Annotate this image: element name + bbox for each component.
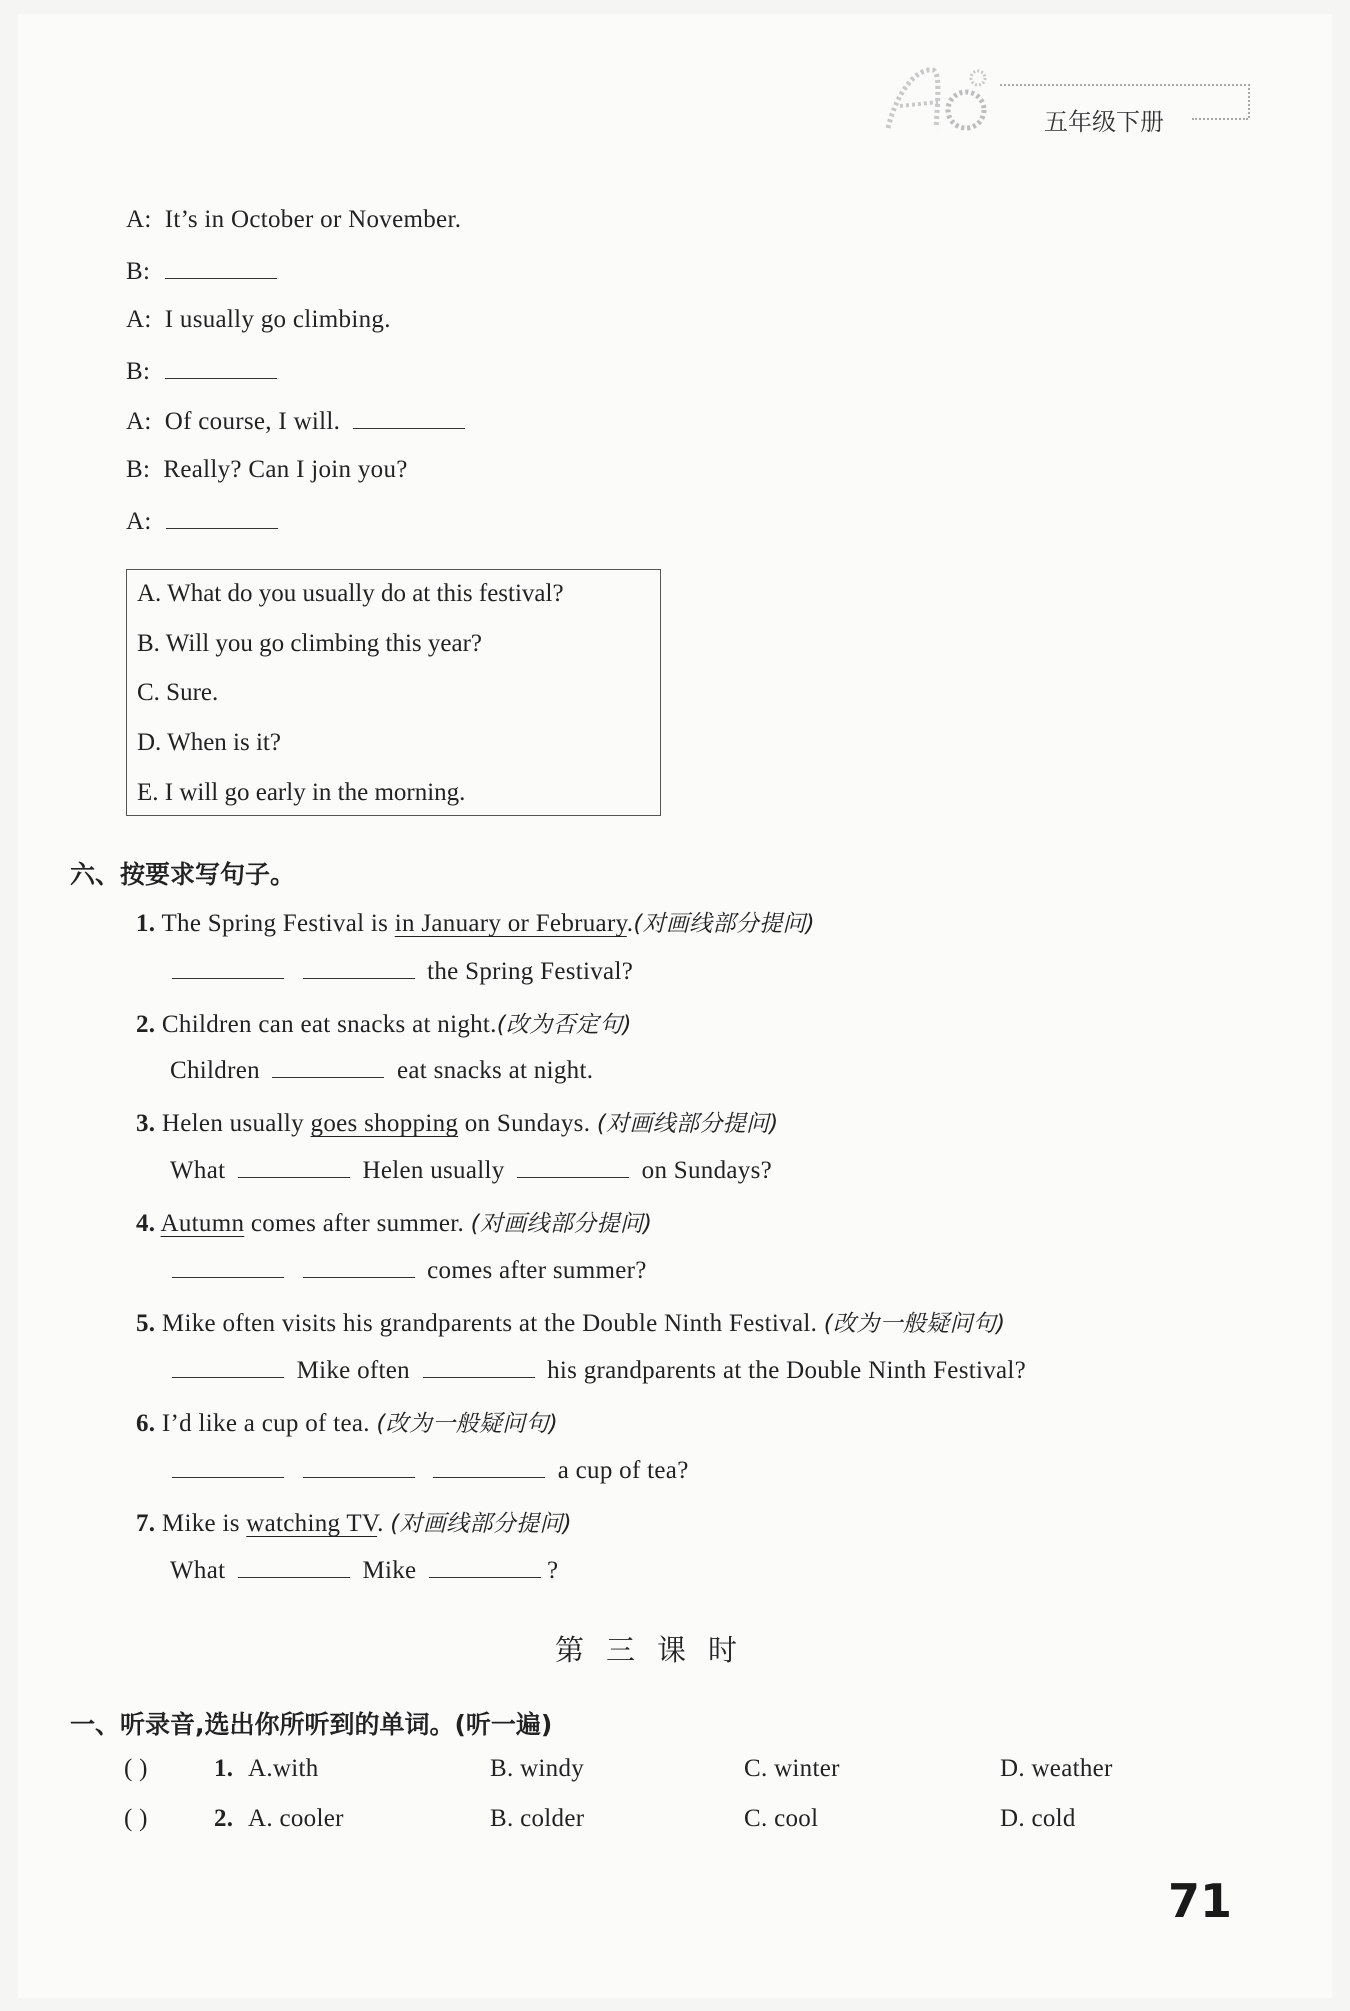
answer-blank[interactable] <box>172 956 284 979</box>
question-6: 6. I’d like a cup of tea. (改为一般疑问句) <box>136 1410 559 1437</box>
session-title: 第三课时 <box>555 1633 760 1667</box>
answer-blank[interactable] <box>272 1055 384 1078</box>
answer-blank[interactable] <box>172 1455 284 1478</box>
option-c: C. Sure. <box>137 679 219 706</box>
answer-blank[interactable] <box>303 956 415 979</box>
choice-c: C. winter <box>744 1755 840 1782</box>
question-2: 2. Children can eat snacks at night.(改为否定句) <box>136 1011 632 1038</box>
answer-blank[interactable] <box>165 256 277 279</box>
choice-d: D. cold <box>1000 1805 1076 1832</box>
answer-5: Mike often his grandparents at the Double Ninth Festival? <box>164 1355 1026 1385</box>
header-dotted-line <box>1000 84 1250 86</box>
choice-a: A. cooler <box>248 1805 344 1832</box>
answer-blank[interactable] <box>353 406 465 429</box>
dialogue-line-2: B: <box>126 256 283 286</box>
answer-blank[interactable] <box>303 1255 415 1278</box>
answer-blank[interactable] <box>423 1355 535 1378</box>
choice-b: B. colder <box>490 1805 585 1832</box>
answer-blank[interactable] <box>166 506 278 529</box>
section-6-title: 六、按要求写句子。 <box>70 860 296 889</box>
question-5: 5. Mike often visits his grandparents at the Double Ninth Festival. (改为一般疑问句) <box>136 1310 1006 1337</box>
question-4: 4. Autumn comes after summer. (对画线部分提问) <box>136 1210 653 1237</box>
answer-blank[interactable] <box>238 1555 350 1578</box>
header-dotted-line-right <box>1248 84 1250 118</box>
answer-3: What Helen usually on Sundays? <box>170 1157 773 1184</box>
option-d: D. When is it? <box>137 729 281 756</box>
series-logo <box>878 58 998 138</box>
logo-graphic <box>878 58 998 138</box>
choice-b: B. windy <box>490 1755 585 1782</box>
answer-blank[interactable] <box>429 1555 541 1578</box>
answer-blank[interactable] <box>303 1455 415 1478</box>
option-b: B. Will you go climbing this year? <box>137 630 483 657</box>
answer-4: comes after summer? <box>164 1255 647 1285</box>
grade-label: 五年级下册 <box>1044 108 1164 136</box>
answer-paren[interactable]: ( ) <box>124 1755 148 1782</box>
page-number: 71 <box>1168 1874 1233 1928</box>
answer-blank[interactable] <box>517 1155 629 1178</box>
option-a: A. What do you usually do at this festival? <box>137 580 564 607</box>
question-7: 7. Mike is watching TV. (对画线部分提问) <box>136 1510 572 1537</box>
answer-blank[interactable] <box>172 1355 284 1378</box>
answer-blank[interactable] <box>238 1155 350 1178</box>
header-dotted-tail <box>1192 118 1248 120</box>
dialogue-line-1: A: It’s in October or November. <box>126 206 462 233</box>
answer-1: the Spring Festival? <box>164 956 633 986</box>
dialogue-line-3: A: I usually go climbing. <box>126 306 391 333</box>
listening-row-2: ( ) 2. A. cooler B. colder C. cool D. cold <box>124 1805 1076 1832</box>
dialogue-line-6: B: Really? Can I join you? <box>126 456 408 483</box>
listening-row-1: ( ) 1. A.with B. windy C. winter D. weather <box>124 1755 1113 1782</box>
answer-paren[interactable]: ( ) <box>124 1805 148 1832</box>
answer-7: What Mike ? <box>170 1557 559 1584</box>
section-1-title: 一、听录音,选出你所听到的单词。(听一遍) <box>70 1710 553 1739</box>
question-3: 3. Helen usually goes shopping on Sundays. (对画线部分提问) <box>136 1110 779 1137</box>
answer-blank[interactable] <box>165 356 277 379</box>
answer-blank[interactable] <box>433 1455 545 1478</box>
dialogue-line-7: A: <box>126 506 284 536</box>
choice-c: C. cool <box>744 1805 819 1832</box>
choice-d: D. weather <box>1000 1755 1113 1782</box>
dialogue-line-5: A: Of course, I will. <box>126 406 471 436</box>
answer-6: a cup of tea? <box>164 1455 689 1485</box>
option-e: E. I will go early in the morning. <box>137 779 466 806</box>
question-1: 1. The Spring Festival is in January or February.(对画线部分提问) <box>136 910 815 937</box>
choice-a: A.with <box>248 1755 319 1782</box>
dialogue-line-4: B: <box>126 356 283 386</box>
answer-2: Children eat snacks at night. <box>170 1057 594 1084</box>
answer-blank[interactable] <box>172 1255 284 1278</box>
options-box <box>126 569 661 816</box>
